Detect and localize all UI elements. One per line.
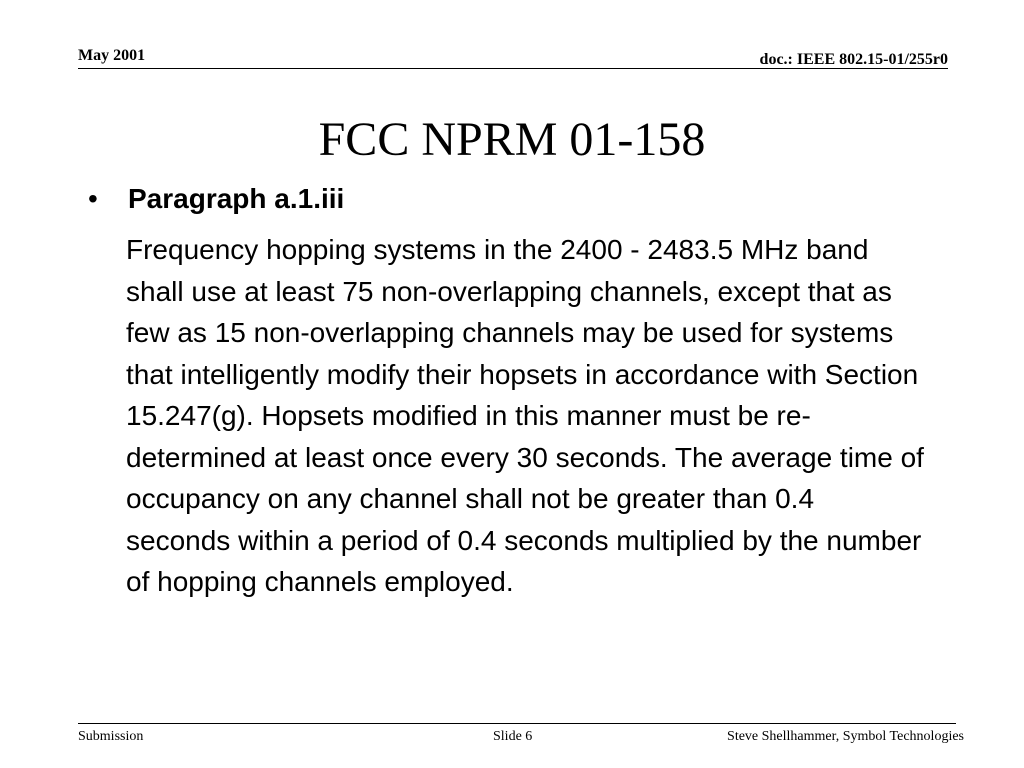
- footer-submission: Submission: [78, 729, 144, 744]
- header-date: May 2001: [78, 47, 146, 64]
- slide-title: FCC NPRM 01-158: [318, 113, 706, 166]
- footer-slide-number: Slide 6: [493, 729, 533, 744]
- bullet-icon: •: [88, 183, 98, 214]
- bullet-heading: Paragraph a.1.iii: [128, 183, 345, 214]
- footer-author: Steve Shellhammer, Symbol Technologies: [727, 729, 964, 744]
- bullet-body-text: Frequency hopping systems in the 2400 - 2483.5 MHz band shall use at least 75 non-overlapping channels, except that as few as 15 non-overlapping channels may be used for systems that intelligently modify their hopsets in accordance with Section 15.247(g). Hopsets modified in this manner must be re-determined at least once every 30 seconds. The average time of occupancy on any channel shall not be greater than 0.4 seconds within a period of 0.4 seconds multiplied by the number of hopping channels employed.: [126, 234, 924, 597]
- header-doc-id: doc.: IEEE 802.15-01/255r0: [759, 51, 948, 68]
- bullet-list: [86, 178, 936, 603]
- header-divider: [78, 68, 948, 69]
- bullet-item: [86, 178, 936, 219]
- footer-divider: [78, 723, 956, 724]
